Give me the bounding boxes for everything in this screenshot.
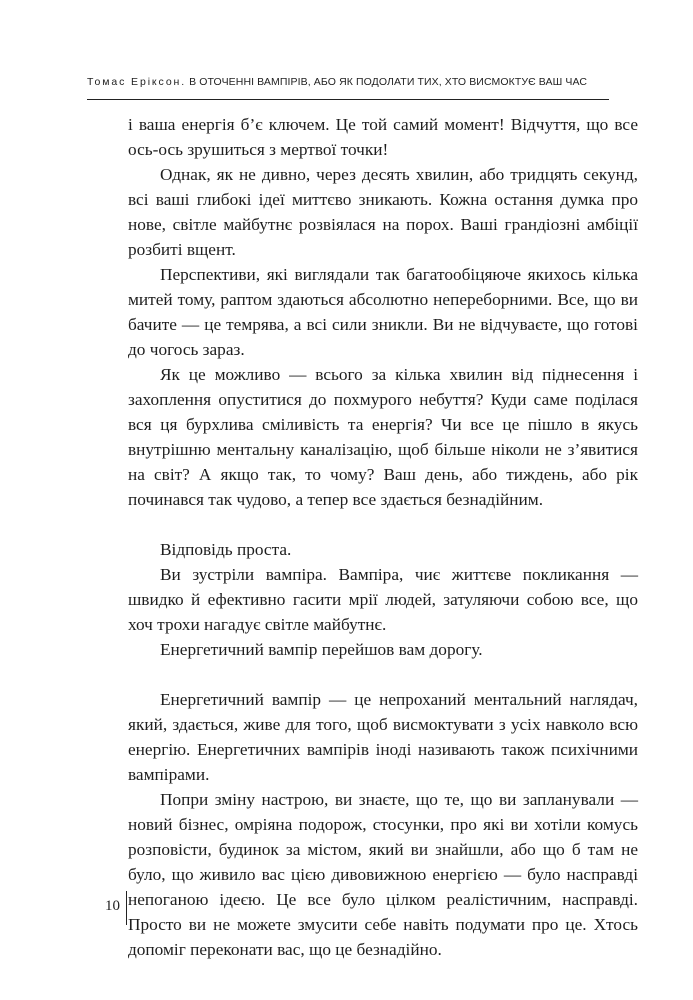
header-rule — [87, 99, 609, 100]
paragraph: Енергетичний вампір — це непроханий ментальний наглядач, який, здається, живе для того, щоб висмоктувати з усіх навколо всю енергію. Енергетичних вампірів іноді називають також психічними вампірами. — [128, 690, 638, 784]
paragraph: Як це можливо — всього за кілька хвилин від піднесення і захоплення опуститися до похмурого небуття? Куди саме поділася вся ця бурхлива сміливість та енергія? Чи все це пішло в якусь внутрішню ментальну каналізацію, щоб більше ніколи не з’явитися на світ? А якщо так, то чому? Ваш день, або тиждень, або рік починався так чудово, а тепер все здається безнадійним. — [128, 365, 638, 509]
header-book-title: В ОТОЧЕННІ ВАМПІРІВ, АБО ЯК ПОДОЛАТИ ТИХ, ХТО ВИСМОКТУЄ ВАШ ЧАС — [189, 76, 588, 88]
paragraph: Енергетичний вампір перейшов вам дорогу. — [160, 640, 483, 659]
paragraph: Однак, як не дивно, через десять хвилин, або тридцять секунд, всі ваші глибокі ідеї миттєво зникають. Кожна остання думка про нове, світле майбутнє розвіялася на порох. Ваші грандіозні амбіції розбиті вщент. — [128, 165, 638, 259]
footer-rule — [126, 891, 127, 925]
paragraph: Ви зустріли вампіра. Вампіра, чиє життєве покликання — швидко й ефективно гасити мрії людей, затуляючи собою все, що хоч трохи нагадує світле майбутнє. — [128, 565, 638, 634]
body-text — [128, 112, 638, 962]
header-author: Томас Еріксон. — [87, 76, 187, 88]
page-number: 10 — [105, 898, 120, 914]
paragraph: Відповідь проста. — [160, 540, 292, 559]
running-header — [87, 76, 609, 88]
paragraph: Попри зміну настрою, ви знаєте, що те, що ви запланували — новий бізнес, омріяна подорож, стосунки, про які ви хотіли комусь розповісти, будинок за містом, який ви знайшли, або що б там не було, що живило вас цією дивовижною енергією — було насправді непоганою ідеєю. Це все було цілком реалістичним, насправді. Просто ви не можете змусити себе навіть подумати про це. Хтось допоміг переконати вас, що це безнадійно. — [128, 790, 638, 959]
paragraph-continuation: і ваша енергія б’є ключем. Це той самий момент! Відчуття, що все ось-ось зрушиться з мертвої точки! — [128, 115, 638, 159]
paragraph: Перспективи, які виглядали так багатообіцяюче якихось кілька митей тому, раптом здаються абсолютно непереборними. Все, що ви бачите — це темрява, а всі сили зникли. Ви не відчуваєте, що готові до чогось зараз. — [128, 265, 638, 359]
